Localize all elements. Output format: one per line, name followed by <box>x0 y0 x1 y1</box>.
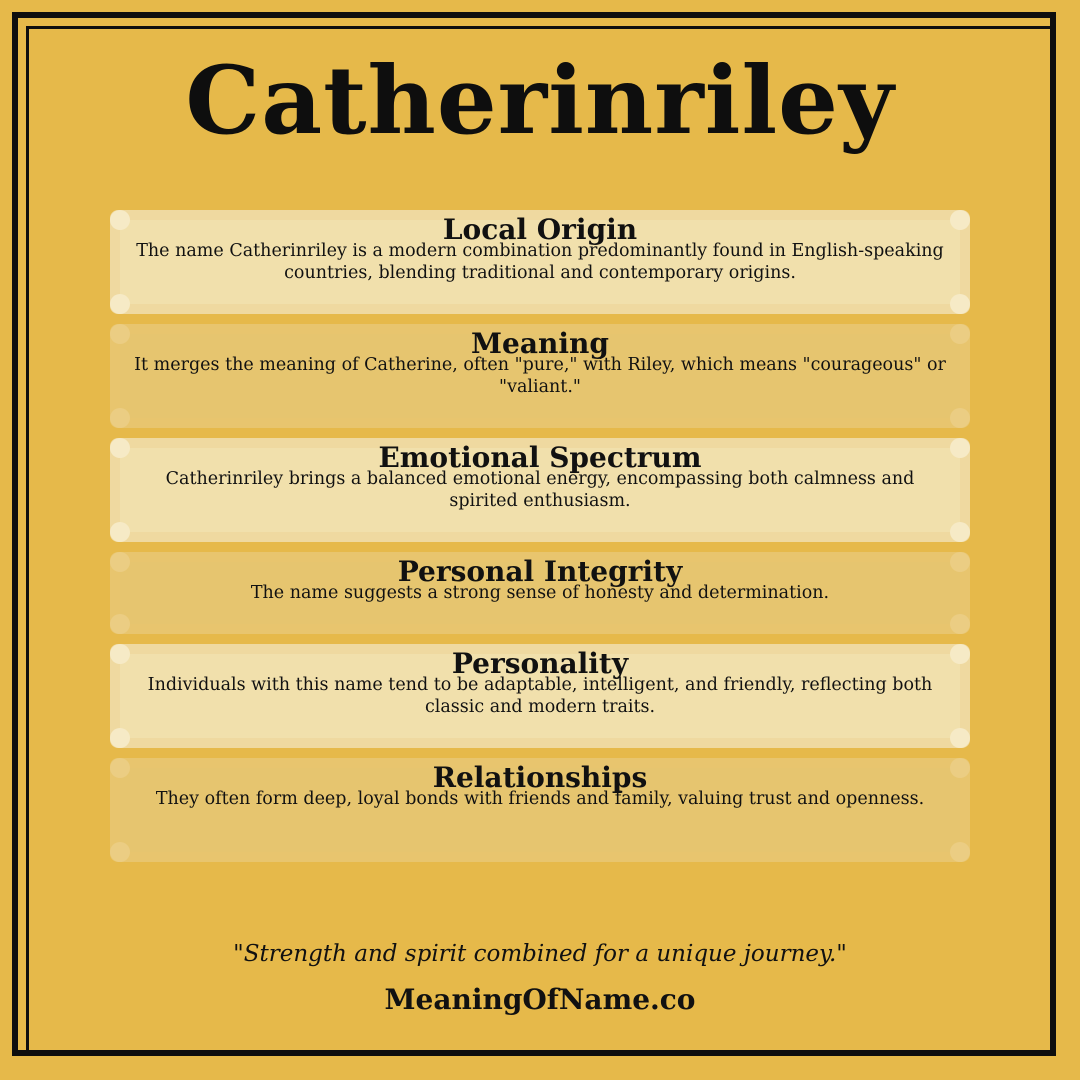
section-text: The name suggests a strong sense of honesty and determination. <box>250 583 830 603</box>
corner-dot <box>110 294 130 314</box>
section-text: Catherinriley brings a balanced emotional energy, encompassing both calmness and spirited enthusiasm. <box>165 469 915 511</box>
section-text: The name Catherinriley is a modern combination predominantly found in English-speaking countries, blending traditional and contemporary origins. <box>136 241 944 283</box>
section-emotional-spectrum <box>110 438 970 542</box>
corner-dot <box>950 728 970 748</box>
section-relationships <box>110 758 970 862</box>
corner-dot <box>950 842 970 862</box>
site-name: MeaningOfName.co <box>384 983 696 1016</box>
section-personal-integrity <box>110 552 970 634</box>
section-personality <box>110 644 970 748</box>
corner-dot <box>950 522 970 542</box>
tagline-quote <box>0 938 1080 970</box>
section-title: Relationships <box>432 761 648 794</box>
meaning-sections <box>110 210 970 872</box>
corner-dot <box>110 728 130 748</box>
corner-dot <box>110 614 130 634</box>
quote-open-mark: " <box>233 941 244 967</box>
corner-dot <box>110 408 130 428</box>
corner-dot <box>110 842 130 862</box>
section-text: Individuals with this name tend to be adaptable, intelligent, and friendly, reflecting both classic and modern traits. <box>147 675 933 717</box>
section-title: Personality <box>451 647 629 680</box>
section-title: Meaning <box>471 327 609 360</box>
section-meaning <box>110 324 970 428</box>
quote-text: Strength and spirit combined for a unique journey. <box>243 941 837 967</box>
page-title: Catherinriley <box>185 46 895 156</box>
section-text: It merges the meaning of Catherine, often "pure," with Riley, which means "courageous" or "valiant." <box>134 355 946 397</box>
section-title: Local Origin <box>442 213 638 246</box>
section-text: They often form deep, loyal bonds with friends and family, valuing trust and openness. <box>155 789 925 809</box>
section-title: Personal Integrity <box>397 555 683 588</box>
quote-close-mark: " <box>836 941 847 967</box>
corner-dot <box>110 522 130 542</box>
section-title: Emotional Spectrum <box>378 441 702 474</box>
section-local-origin <box>110 210 970 314</box>
corner-dot <box>950 614 970 634</box>
corner-dot <box>950 408 970 428</box>
corner-dot <box>950 294 970 314</box>
